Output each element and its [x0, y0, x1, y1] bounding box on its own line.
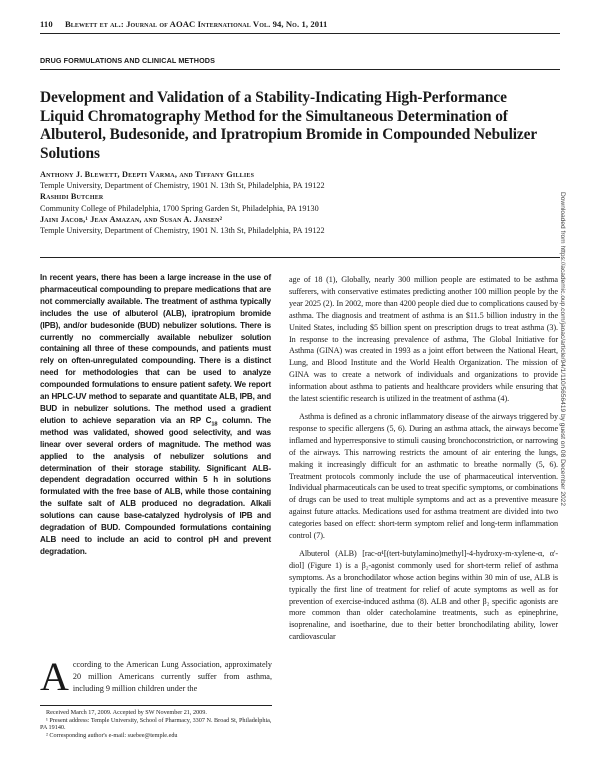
running-title: Blewett et al.: Journal of AOAC International Vol. 94, No. 1, 2011	[64, 19, 328, 29]
abstract-text-2: column. The method was validated, showed good selectivity, and was linear over several orders of magnitude. The method was applied to the analysis of nebulizer solutions and determination of their storage stability. Significant ALB-dependent degradation occurred within 5 h in solutions formulated with the free base of ALB, while those containing the sulfate salt of ALB produced no degradation. Alkali solutions can cause base-catalyzed hydrolysis of IPB and degradation of BUD. Compounded formulations containing ALB need to include an acid to control pH and prevent degradation.	[40, 415, 271, 556]
footnote-2: ² Corresponding author's e-mail: suebee@temple.edu	[46, 731, 178, 739]
body-paragraph-1: age of 18 (1), Globally, nearly 300 million people are estimated to be asthma sufferers, with conservative estimates predicting another 100 million people by the year 2025 (2). In 2002, more than 4200 people died due to complications caused by asthma. The diagnosis and treatment of asthma is an $11.5 billion industry in the United States, including $5 billion spent on prescription drugs to treat asthma (3). In response to the increasing prevalence of asthma, The Global Initiative for Asthma (GINA) was created in 1993 as a joint effort between the National Heart, Lung, and Blood Institute and the World Health Organization. The mission of GINA was to create a network of individuals and organizations to provide information about asthma to patients and healthcare providers while ensuring that the latest scientific research is utilized in the treatment of asthma (4).	[289, 275, 558, 404]
abstract	[40, 272, 271, 558]
author-block	[40, 169, 560, 236]
affiliation-1: Temple University, Department of Chemistry, 1901 N. 13th St, Philadelphia, PA 19122	[40, 181, 325, 191]
abstract-text-1: In recent years, there has been a large increase in the use of pharmaceutical compounding to prepare medications that are not commercially available. The treatment of asthma typically includes the use of albuterol (ALB), ipratropium bromide (IPB), and/or budesonide (BUD) nebulizer solutions. There is currently no commercially available nebulizer solution containing all three of these compounds, and patients must rely on often-unregulated compounding. There is a distinct need for methodologies that can be used to analyze compounded formulations to ensure patient safety. We report an HPLC-UV method to separate and quantitate ALB, IPB, and BUD in nebulizer solutions. The method used a gradient elution to achieve separation via an RP C	[40, 273, 271, 425]
author-names-2: Rashidi Butcher	[40, 192, 104, 202]
download-watermark: Downloaded from https://academic.oup.com/jaoac/article/94/1/110/5656419 by guest on 08 December 2022	[559, 192, 566, 507]
footnote-rule	[40, 705, 272, 706]
section-rule	[40, 69, 560, 70]
drop-cap: A	[40, 654, 69, 699]
body-paragraph-3: Albuterol (ALB) [rac-α¹[(tert-butylamino)methyl]-4-hydroxy-m-xylene-α, α'-diol] (Figure 1) is a β₂-agonist commonly used for short-term relief of asthma symptoms. As a bronchodilator whose action begins within 30 min of use, ALB is typically the first line of treatment for relief of acute symptoms as well as for prevention of exercise-induced asthma (8). ALB and other β₂ specific agonists are more common than older catecholamine treatments, such as epinephrine, isoprenaline, and isoetharine, due to their better bronchodilating ability, lower cardiovascular	[289, 548, 558, 642]
footnotes	[40, 709, 272, 739]
right-column	[289, 274, 558, 649]
author-names-1: Anthony J. Blewett, Deepti Varma, and Tiffany Gillies	[40, 170, 255, 179]
intro-paragraph	[40, 654, 272, 699]
footnote-1: ¹ Present address: Temple University, School of Pharmacy, 3307 N. Broad St, Philadelphia, PA 19140.	[40, 716, 272, 732]
received-note: Received March 17, 2009. Accepted by SW November 21, 2009.	[46, 709, 207, 716]
author-names-3: Jaini Jacob,¹ Jean Amazan, and Susan A. Jansen²	[40, 214, 223, 224]
page-number: 110	[40, 19, 53, 29]
affiliation-3: Temple University, Department of Chemistry, 1901 N. 13th St, Philadelphia, PA 19122	[40, 226, 325, 236]
article-title: Development and Validation of a Stability-Indicating High-Performance Liquid Chromatography Method for the Simultaneous Determination of Albuterol, Budesonide, and Ipratropium Bromide in Compounded Nebulizer Solutions	[40, 89, 537, 162]
running-header	[40, 19, 327, 29]
intro-text: ccording to the American Lung Association, approximately 20 million Americans currently suffer from asthma, including 9 million children under the	[72, 660, 272, 693]
header-rule	[40, 33, 560, 34]
abstract-subscript: 18	[211, 421, 218, 428]
section-label: DRUG FORMULATIONS AND CLINICAL METHODS	[40, 56, 215, 65]
affiliation-2: Community College of Philadelphia, 1700 Spring Garden St, Philadelphia, PA 19130	[40, 203, 319, 213]
author-rule	[40, 257, 560, 258]
body-paragraph-2: Asthma is defined as a chronic inflammatory disease of the airways triggered by response to specific allergens (5, 6). During an asthma attack, the airways become inflamed and hyperresponsive to stimuli causing bronchoconstriction, or narrowing of the airways. This narrowing restricts the amount of air entering the lungs, making it increasingly difficult for an asthmatic to breathe normally (5, 6). Treatment protocols commonly include the use of pharmaceutical intervention. Individual pharmaceuticals can be used to treat specific symptoms, or combinations of drugs can be used to treat multiple symptoms and act as a preventive measure against future attacks. Medications used for asthma treatment are divided into two categories based on effect: short-term symptom relief and long-term inflammation control (7).	[289, 411, 558, 541]
